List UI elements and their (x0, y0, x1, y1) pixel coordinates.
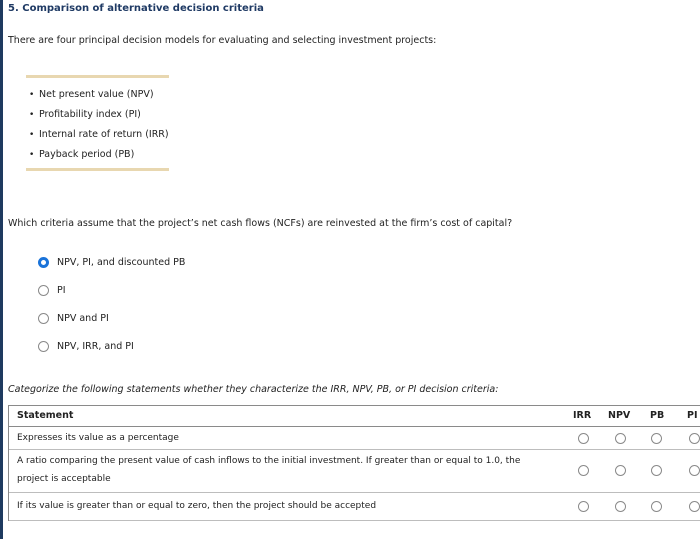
table-header (9, 406, 700, 427)
intro-text: There are four principal decision models for evaluating and selecting investment projects: (8, 35, 437, 46)
section-title: 5. Comparison of alternative decision criteria (8, 3, 264, 14)
radio-selected-icon[interactable] (38, 257, 49, 268)
radio-npv[interactable] (615, 465, 626, 476)
header-irr: IRR (573, 410, 592, 421)
radio-icon[interactable] (38, 313, 49, 324)
option-label: NPV and PI (57, 312, 109, 324)
bullet-icon: • (29, 130, 35, 140)
table-row (9, 450, 700, 493)
radio-pb[interactable] (651, 433, 662, 444)
option-npv-and-pi[interactable] (38, 304, 185, 332)
option-npv-irr-pi[interactable] (38, 332, 185, 360)
header-npv: NPV (608, 410, 631, 421)
list-item: • Payback period (PB) (29, 149, 135, 160)
statement-text: If its value is greater than or equal to zero, then the project should be accepted (17, 501, 377, 511)
radio-pi[interactable] (689, 501, 700, 512)
divider-bottom (26, 168, 169, 171)
radio-pb[interactable] (651, 465, 662, 476)
table-row (9, 427, 700, 450)
statement-text: A ratio comparing the present value of cash inflows to the initial investment. If greater than or equal to 1.0, the project is acceptable (17, 456, 521, 484)
bullet-icon: • (29, 110, 35, 120)
bullet-icon: • (29, 150, 35, 160)
table-row (9, 493, 700, 521)
list-item: • Net present value (NPV) (29, 89, 154, 100)
header-statement: Statement (17, 410, 74, 421)
criteria-list (29, 88, 169, 168)
list-item: • Internal rate of return (IRR) (29, 129, 169, 140)
categorize-prompt: Categorize the following statements whether they characterize the IRR, NPV, PB, or PI decision criteria: (8, 384, 499, 395)
bullet-icon: • (29, 90, 35, 100)
option-label: NPV, PI, and discounted PB (57, 256, 186, 268)
radio-irr[interactable] (578, 433, 589, 444)
option-label: NPV, IRR, and PI (57, 340, 134, 352)
option-label: PI (57, 284, 66, 296)
radio-irr[interactable] (578, 501, 589, 512)
left-accent-bar (0, 0, 3, 539)
option-npv-pi-discounted-pb[interactable] (38, 248, 185, 276)
divider-top (26, 75, 169, 78)
answer-options (38, 248, 185, 360)
option-pi[interactable] (38, 276, 185, 304)
radio-icon[interactable] (38, 341, 49, 352)
radio-npv[interactable] (615, 501, 626, 512)
list-item: • Profitability index (PI) (29, 109, 141, 120)
question-text: Which criteria assume that the project’s net cash flows (NCFs) are reinvested at the firm’s cost of capital? (8, 218, 513, 229)
radio-icon[interactable] (38, 285, 49, 296)
radio-pb[interactable] (651, 501, 662, 512)
categorize-table (8, 405, 700, 521)
radio-irr[interactable] (578, 465, 589, 476)
header-pi: PI (687, 410, 698, 421)
radio-pi[interactable] (689, 465, 700, 476)
radio-npv[interactable] (615, 433, 626, 444)
radio-pi[interactable] (689, 433, 700, 444)
statement-text: Expresses its value as a percentage (17, 433, 179, 443)
header-pb: PB (650, 410, 665, 421)
